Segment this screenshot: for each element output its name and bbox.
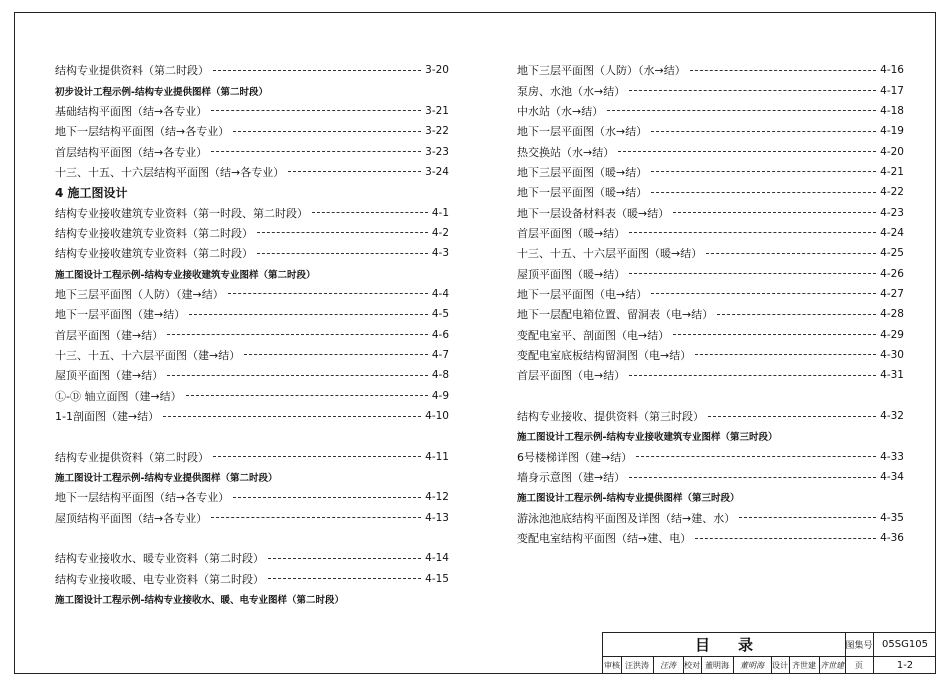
toc-entry-title: 地下三层平面图（人防）（建→结）: [55, 287, 224, 301]
toc-entry-title: 十三、十五、十六层结构平面图（结→各专业）: [55, 165, 285, 179]
check-signature: 董明海: [740, 660, 764, 670]
toc-entry-page: 4-30: [880, 348, 904, 361]
toc-entry-page: 4-9: [431, 389, 449, 402]
toc-entry-page: 4-10: [425, 410, 449, 423]
toc-entry-page: 4-34: [880, 471, 904, 484]
toc-leader-line: [211, 151, 421, 152]
atlas-number: 05SG105: [882, 639, 928, 650]
toc-entry-title: 地下一层平面图（水→结）: [517, 125, 648, 139]
toc-entry: [517, 243, 904, 263]
toc-leader-line: [211, 110, 421, 111]
toc-entry: [517, 223, 904, 243]
toc-heading-text: 施工图设计工程示例-结构专业提供图样（第二时段）: [55, 473, 278, 485]
toc-entry-page: 3-21: [425, 104, 449, 117]
toc-entry-title: 地下一层结构平面图（结→各专业）: [55, 491, 230, 505]
toc-entry-page: 4-28: [880, 308, 904, 321]
toc-entry-title: 结构专业接收建筑专业资料（第二时段）: [55, 247, 253, 261]
toc-leader-line: [233, 131, 421, 132]
toc-leader-line: [636, 456, 876, 457]
toc-entry-page: 4-22: [880, 186, 904, 199]
toc-leader-line: [607, 110, 876, 111]
toc-subheading: [55, 467, 449, 487]
toc-leader-line: [690, 70, 876, 71]
toc-leader-line: [717, 314, 876, 315]
toc-entry: [55, 447, 449, 467]
toc-entry-page: 4-5: [431, 308, 449, 321]
toc-leader-line: [186, 395, 428, 396]
toc-heading-text: 4 施工图设计: [55, 185, 128, 200]
toc-entry-page: 4-36: [880, 532, 904, 545]
check-label: 校对: [684, 660, 700, 670]
toc-entry-page: 4-26: [880, 267, 904, 280]
toc-leader-line: [233, 497, 421, 498]
toc-leader-line: [695, 538, 876, 539]
toc-entry-page: 4-17: [880, 84, 904, 97]
toc-subheading: [517, 487, 904, 507]
toc-entry-page: 4-23: [880, 206, 904, 219]
toc-entry-page: 4-35: [880, 511, 904, 524]
toc-subheading: [517, 426, 904, 446]
toc-subheading: [55, 589, 449, 609]
toc-entry: [517, 447, 904, 467]
toc-entry-title: 十三、十五、十六层平面图（暖→结）: [517, 247, 703, 261]
toc-entry-page: 4-1: [431, 206, 449, 219]
spacer: [55, 528, 449, 548]
toc-heading-text: 施工图设计工程示例-结构专业接收建筑专业图样（第三时段）: [517, 432, 778, 444]
toc-entry-page: 4-7: [431, 348, 449, 361]
toc-leader-line: [312, 212, 428, 213]
toc-entry: [517, 406, 904, 426]
toc-entry: [55, 284, 449, 304]
toc-entry-page: 4-4: [431, 287, 449, 300]
toc-entry-title: 十三、十五、十六层平面图（建→结）: [55, 348, 241, 362]
toc-entry: [517, 80, 904, 100]
toc-entry-title: 屋顶平面图（建→结）: [55, 369, 164, 383]
review-signature: 汪涛: [660, 660, 676, 670]
toc-leader-line: [629, 273, 876, 274]
toc-entry: [517, 60, 904, 80]
toc-entry-title: 地下一层平面图（建→结）: [55, 308, 186, 322]
toc-entry-title: 首层结构平面图（结→各专业）: [55, 145, 208, 159]
toc-entry-title: 地下一层配电箱位置、留洞表（电→结）: [517, 308, 714, 322]
toc-entry-page: 3-22: [425, 125, 449, 138]
toc-leader-line: [739, 517, 876, 518]
toc-entry: [517, 345, 904, 365]
toc-entry-title: 变配电室结构平面图（结→建、电）: [517, 532, 692, 546]
toc-entry-title: 6号楼梯详图（建→结）: [517, 450, 633, 464]
toc-entry: [517, 141, 904, 161]
toc-entry-title: 结构专业接收、提供资料（第三时段）: [517, 410, 704, 424]
toc-entry-title: Ⓛ-Ⓓ 轴立面图（建→结）: [55, 389, 182, 403]
toc-entry-title: 地下一层设备材料表（暖→结）: [517, 206, 670, 220]
design-signature: 齐世建: [820, 660, 844, 670]
toc-entry: [55, 162, 449, 182]
toc-leader-line: [257, 253, 428, 254]
toc-entry-title: 游泳池池底结构平面图及详图（结→建、水）: [517, 511, 736, 525]
title-block-bottom-row: [603, 656, 936, 674]
toc-entry: [517, 467, 904, 487]
toc-leader-line: [211, 517, 421, 518]
title-block: [602, 632, 936, 674]
toc-entry-page: 4-21: [880, 165, 904, 178]
toc-leader-line: [213, 70, 421, 71]
toc-entry-title: 屋顶结构平面图（结→各专业）: [55, 511, 208, 525]
page-number: 1-2: [896, 659, 914, 671]
toc-entry-page: 4-14: [425, 552, 449, 565]
toc-leader-line: [651, 192, 876, 193]
toc-entry: [55, 141, 449, 161]
toc-entry: [55, 508, 449, 528]
toc-entry-page: 4-29: [880, 328, 904, 341]
toc-entry: [55, 365, 449, 385]
toc-entry-page: 4-2: [431, 226, 449, 239]
toc-entry: [55, 345, 449, 365]
toc-subheading: [55, 80, 449, 100]
toc-heading-text: 施工图设计工程示例-结构专业接收建筑专业图样（第二时段）: [55, 269, 316, 281]
toc-entry-title: 结构专业接收建筑专业资料（第一时段、第二时段）: [55, 206, 308, 220]
toc-heading-text: 施工图设计工程示例-结构专业接收水、暖、电专业图样（第二时段）: [55, 595, 344, 607]
toc-entry: [517, 121, 904, 141]
design-label: 设计: [772, 660, 788, 670]
toc-leader-line: [629, 232, 876, 233]
review-name: 汪洪涛: [625, 660, 649, 670]
toc-entry-title: 变配电室平、剖面图（电→结）: [517, 328, 670, 342]
toc-leader-line: [244, 354, 428, 355]
toc-leader-line: [651, 131, 876, 132]
toc-entry-title: 结构专业接收水、暖专业资料（第二时段）: [55, 552, 264, 566]
toc-entry: [517, 528, 904, 548]
toc-entry-page: 4-12: [425, 491, 449, 504]
toc-leader-line: [706, 253, 876, 254]
toc-right-column: [517, 60, 904, 548]
toc-leader-line: [167, 375, 428, 376]
toc-leader-line: [163, 416, 421, 417]
toc-entry-page: 3-23: [425, 145, 449, 158]
toc-leader-line: [629, 90, 876, 91]
toc-leader-line: [651, 293, 876, 294]
toc-entry-page: 4-31: [880, 369, 904, 382]
toc-leader-line: [695, 354, 876, 355]
toc-entry: [517, 304, 904, 324]
toc-entry-page: 4-3: [431, 247, 449, 260]
toc-entry-page: 4-27: [880, 287, 904, 300]
toc-entry: [55, 223, 449, 243]
spacer: [55, 426, 449, 446]
toc-entry-page: 4-8: [431, 369, 449, 382]
toc-subheading: [55, 263, 449, 283]
toc-entry: [55, 121, 449, 141]
toc-entry-page: 4-24: [880, 226, 904, 239]
toc-entry: [517, 324, 904, 344]
toc-leader-line: [288, 171, 421, 172]
toc-leader-line: [618, 151, 876, 152]
toc-entry: [55, 487, 449, 507]
toc-entry-title: 首层平面图（暖→结）: [517, 226, 626, 240]
toc-entry-page: 4-20: [880, 145, 904, 158]
toc-entry-title: 首层平面图（电→结）: [517, 369, 626, 383]
toc-entry-title: 基础结构平面图（结→各专业）: [55, 104, 208, 118]
toc-entry-page: 4-15: [425, 572, 449, 585]
toc-entry-title: 热交换站（水→结）: [517, 145, 615, 159]
toc-entry-page: 4-19: [880, 125, 904, 138]
toc-entry-title: 结构专业提供资料（第二时段）: [55, 450, 209, 464]
toc-entry-title: 地下三层平面图（暖→结）: [517, 165, 648, 179]
toc-entry-title: 首层平面图（建→结）: [55, 328, 164, 342]
toc-entry-page: 4-25: [880, 247, 904, 260]
toc-entry-page: 4-33: [880, 450, 904, 463]
toc-entry: [517, 263, 904, 283]
toc-entry: [517, 202, 904, 222]
review-label: 审核: [604, 660, 620, 670]
toc-entry: [55, 548, 449, 568]
toc-entry-title: 中水站（水→结）: [517, 104, 604, 118]
toc-entry-title: 地下一层结构平面图（结→各专业）: [55, 125, 230, 139]
check-name: 董明海: [705, 660, 729, 670]
toc-leader-line: [708, 416, 876, 417]
toc-entry: [517, 101, 904, 121]
toc-leader-line: [257, 232, 428, 233]
toc-entry-page: 4-18: [880, 104, 904, 117]
toc-leader-line: [213, 456, 421, 457]
toc-left-column: [55, 60, 449, 609]
toc-entry-title: 结构专业接收建筑专业资料（第二时段）: [55, 226, 253, 240]
toc-leader-line: [673, 212, 876, 213]
toc-entry: [55, 101, 449, 121]
toc-section-heading: [55, 182, 449, 202]
toc-entry-page: 3-20: [425, 64, 449, 77]
spacer: [517, 386, 904, 406]
title-block-top-row: [603, 633, 936, 657]
toc-entry-page: 4-6: [431, 328, 449, 341]
toc-leader-line: [651, 171, 876, 172]
toc-leader-line: [673, 334, 876, 335]
toc-entry: [517, 284, 904, 304]
toc-leader-line: [189, 314, 428, 315]
toc-entry-page: 4-13: [425, 511, 449, 524]
toc-entry-page: 4-16: [880, 64, 904, 77]
toc-entry-title: 地下一层平面图（暖→结）: [517, 186, 648, 200]
design-name: 齐世建: [792, 660, 816, 670]
toc-entry-page: 4-11: [425, 450, 449, 463]
toc-entry-title: 变配电室底板结构留洞图（电→结）: [517, 348, 692, 362]
toc-entry: [55, 386, 449, 406]
toc-entry: [55, 406, 449, 426]
toc-entry-title: 结构专业提供资料（第二时段）: [55, 64, 209, 78]
toc-entry: [55, 243, 449, 263]
toc-leader-line: [268, 578, 421, 579]
toc-entry-title: 结构专业接收暖、电专业资料（第二时段）: [55, 572, 264, 586]
toc-entry: [517, 365, 904, 385]
toc-entry: [55, 324, 449, 344]
toc-leader-line: [268, 558, 421, 559]
toc-entry-title: 泵房、水池（水→结）: [517, 84, 626, 98]
toc-leader-line: [167, 334, 428, 335]
toc-entry-title: 地下一层平面图（电→结）: [517, 287, 648, 301]
toc-entry: [517, 162, 904, 182]
toc-entry: [55, 304, 449, 324]
toc-leader-line: [629, 375, 876, 376]
toc-entry: [55, 202, 449, 222]
toc-entry-title: 1-1剖面图（建→结）: [55, 410, 160, 424]
toc-heading-text: 施工图设计工程示例-结构专业提供图样（第三时段）: [517, 493, 740, 505]
toc-entry-page: 4-32: [880, 410, 904, 423]
toc-entry: [55, 60, 449, 80]
toc-entry: [55, 569, 449, 589]
toc-entry-title: 屋顶平面图（暖→结）: [517, 267, 626, 281]
toc-heading-text: 初步设计工程示例-结构专业提供图样（第二时段）: [55, 86, 268, 98]
toc-entry-title: 地下三层平面图（人防）（水→结）: [517, 64, 686, 78]
atlas-label: 图集号: [845, 641, 873, 651]
toc-entry: [517, 508, 904, 528]
toc-entry: [517, 182, 904, 202]
sheet-title: 目录: [694, 636, 781, 654]
toc-entry-title: 墙身示意图（建→结）: [517, 471, 626, 485]
page-label: 页: [855, 660, 863, 670]
toc-leader-line: [629, 477, 876, 478]
toc-entry-page: 3-24: [425, 165, 449, 178]
toc-leader-line: [228, 293, 428, 294]
